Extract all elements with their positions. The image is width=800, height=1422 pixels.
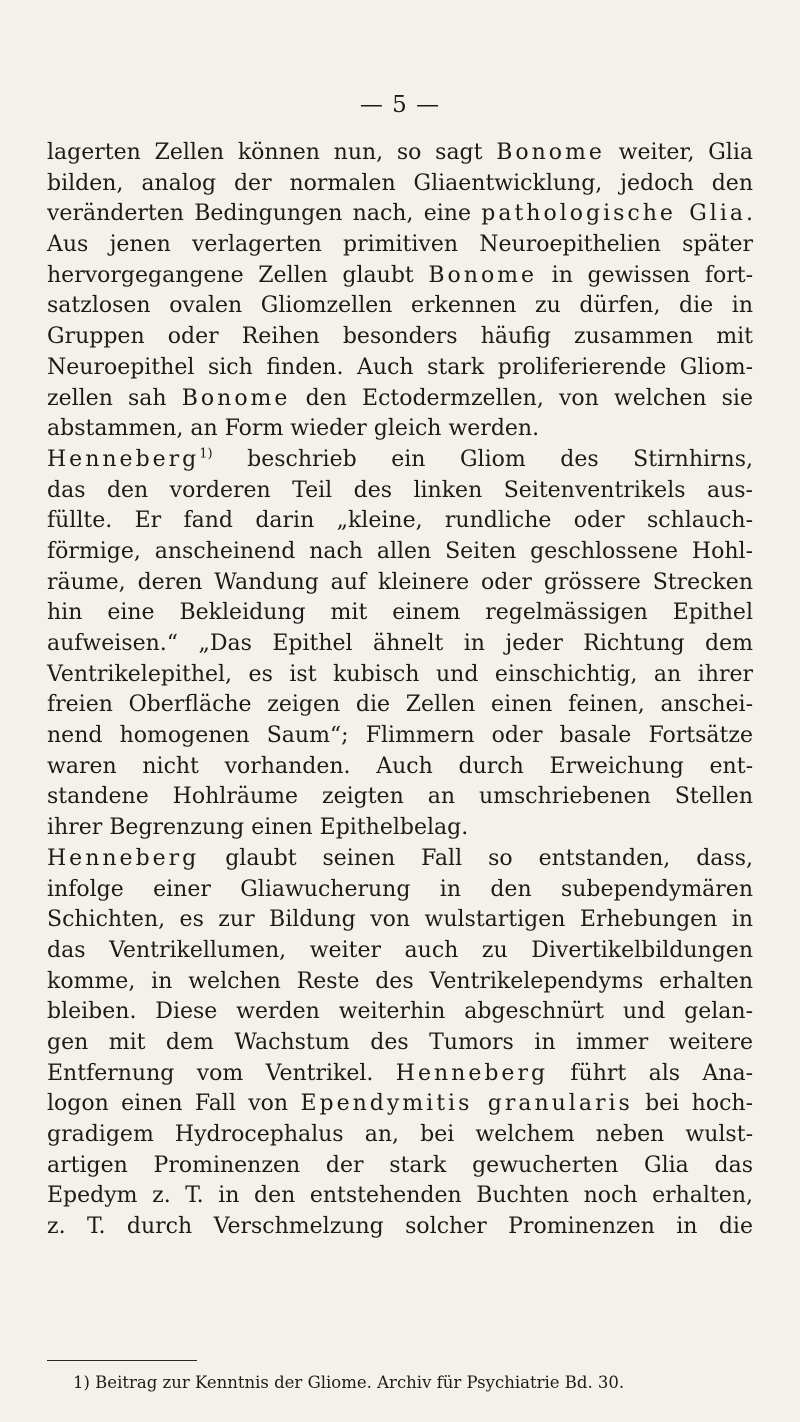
body-text xyxy=(47,138,753,1243)
text-line: abstammen, an Form wieder gleich werden. xyxy=(47,416,540,442)
text-line: das den vorderen Teil des linken Seitenventrikels aus- xyxy=(47,477,753,503)
text-line: Neuroepithel sich finden. Auch stark proliferierende Gliom- xyxy=(47,354,753,380)
text-line: Henneberg$^{1)}$ beschrieb ein Gliom des Stirnhirns, xyxy=(47,446,753,472)
page-number: — 5 — xyxy=(359,92,441,118)
text-line: nend homogenen Saum“; Flimmern oder basale Fortsätze xyxy=(47,723,753,749)
text-line: Epedym z. T. in den entstehenden Buchten noch erhalten, xyxy=(47,1183,753,1209)
text-line: logon einen Fall von Ependymitis granularis bei hoch- xyxy=(47,1091,754,1117)
text-line: förmige, anscheinend nach allen Seiten geschlossene Hohl- xyxy=(47,538,753,564)
text-line: komme, in welchen Reste des Ventrikelependyms erhalten xyxy=(47,968,753,994)
text-line: freien Oberfläche zeigen die Zellen einen feinen, anschei- xyxy=(47,692,753,718)
text-line: hin eine Bekleidung mit einem regelmässigen Epithel xyxy=(47,600,753,626)
text-line: Schichten, es zur Bildung von wulstartigen Erhebungen in xyxy=(47,907,753,933)
text-line: Aus jenen verlagerten primitiven Neuroepithelien später xyxy=(47,232,753,258)
text-line: gen mit dem Wachstum des Tumors in immer weitere xyxy=(47,1029,753,1055)
text-line: hervorgegangene Zellen glaubt Bonome in gewissen fort- xyxy=(47,262,754,288)
text-line: Entfernung vom Ventrikel. Henneberg führt als Ana- xyxy=(47,1060,753,1086)
text-line: veränderten Bedingungen nach, eine pathologische Glia. xyxy=(47,201,753,227)
text-line: standene Hohlräume zeigten an umschriebenen Stellen xyxy=(47,784,753,810)
text-line: lagerten Zellen können nun, so sagt Bonome weiter, Glia xyxy=(47,140,753,165)
text-line: bilden, analog der normalen Gliaentwicklung, jedoch den xyxy=(47,170,753,196)
spaced-name: Henneberg xyxy=(395,1060,549,1086)
spaced-name: Henneberg xyxy=(47,845,200,871)
text-line: füllte. Er fand darin „kleine, rundliche oder schlauch- xyxy=(47,508,753,534)
footnote-rule xyxy=(47,1360,197,1361)
text-line: räume, deren Wandung auf kleinere oder grössere Strecken xyxy=(47,569,753,595)
spaced-name: Bonome xyxy=(496,140,605,165)
spaced-name: Ependymitis granularis xyxy=(300,1091,633,1117)
spaced-name: Henneberg xyxy=(47,446,200,472)
text-line: gradigem Hydrocephalus an, bei welchem neben wulst- xyxy=(47,1122,753,1147)
text-line: z. T. durch Verschmelzung solcher Prominenzen in die xyxy=(47,1214,753,1240)
text-line: Gruppen oder Reihen besonders häufig zusammen mit xyxy=(47,324,753,350)
text-line: satzlosen ovalen Gliomzellen erkennen zu dürfen, die in xyxy=(47,293,753,319)
spaced-name: Bonome xyxy=(181,385,291,411)
text-line: artigen Prominenzen der stark gewucherten Glia das xyxy=(47,1152,753,1178)
text-line: aufweisen.“ „Das Epithel ähnelt in jeder Richtung dem xyxy=(47,631,753,656)
footnote-marker: 1) xyxy=(199,446,213,462)
text-line: Ventrikelepithel, es ist kubisch und einschichtig, an ihrer xyxy=(47,661,753,687)
text-line: infolge einer Gliawucherung in den subependymären xyxy=(47,876,753,902)
text-line: zellen sah Bonome den Ectodermzellen, von welchen sie xyxy=(47,385,753,411)
text-line: waren nicht vorhanden. Auch durch Erweichung ent- xyxy=(47,753,753,779)
text-line: Henneberg glaubt seinen Fall so entstanden, dass, xyxy=(47,845,753,871)
text-line: ihrer Begrenzung einen Epithelbelag. xyxy=(47,815,469,841)
text-line: bleiben. Diese werden weiterhin abgeschnürt und gelan- xyxy=(47,999,753,1025)
spaced-name: Bonome xyxy=(428,262,538,288)
spaced-name: pathologische Glia xyxy=(481,201,746,227)
footnote: 1) Beitrag zur Kenntnis der Gliome. Archiv für Psychiatrie Bd. 30. xyxy=(73,1373,625,1392)
text-line: das Ventrikellumen, weiter auch zu Divertikelbildungen xyxy=(47,937,753,963)
